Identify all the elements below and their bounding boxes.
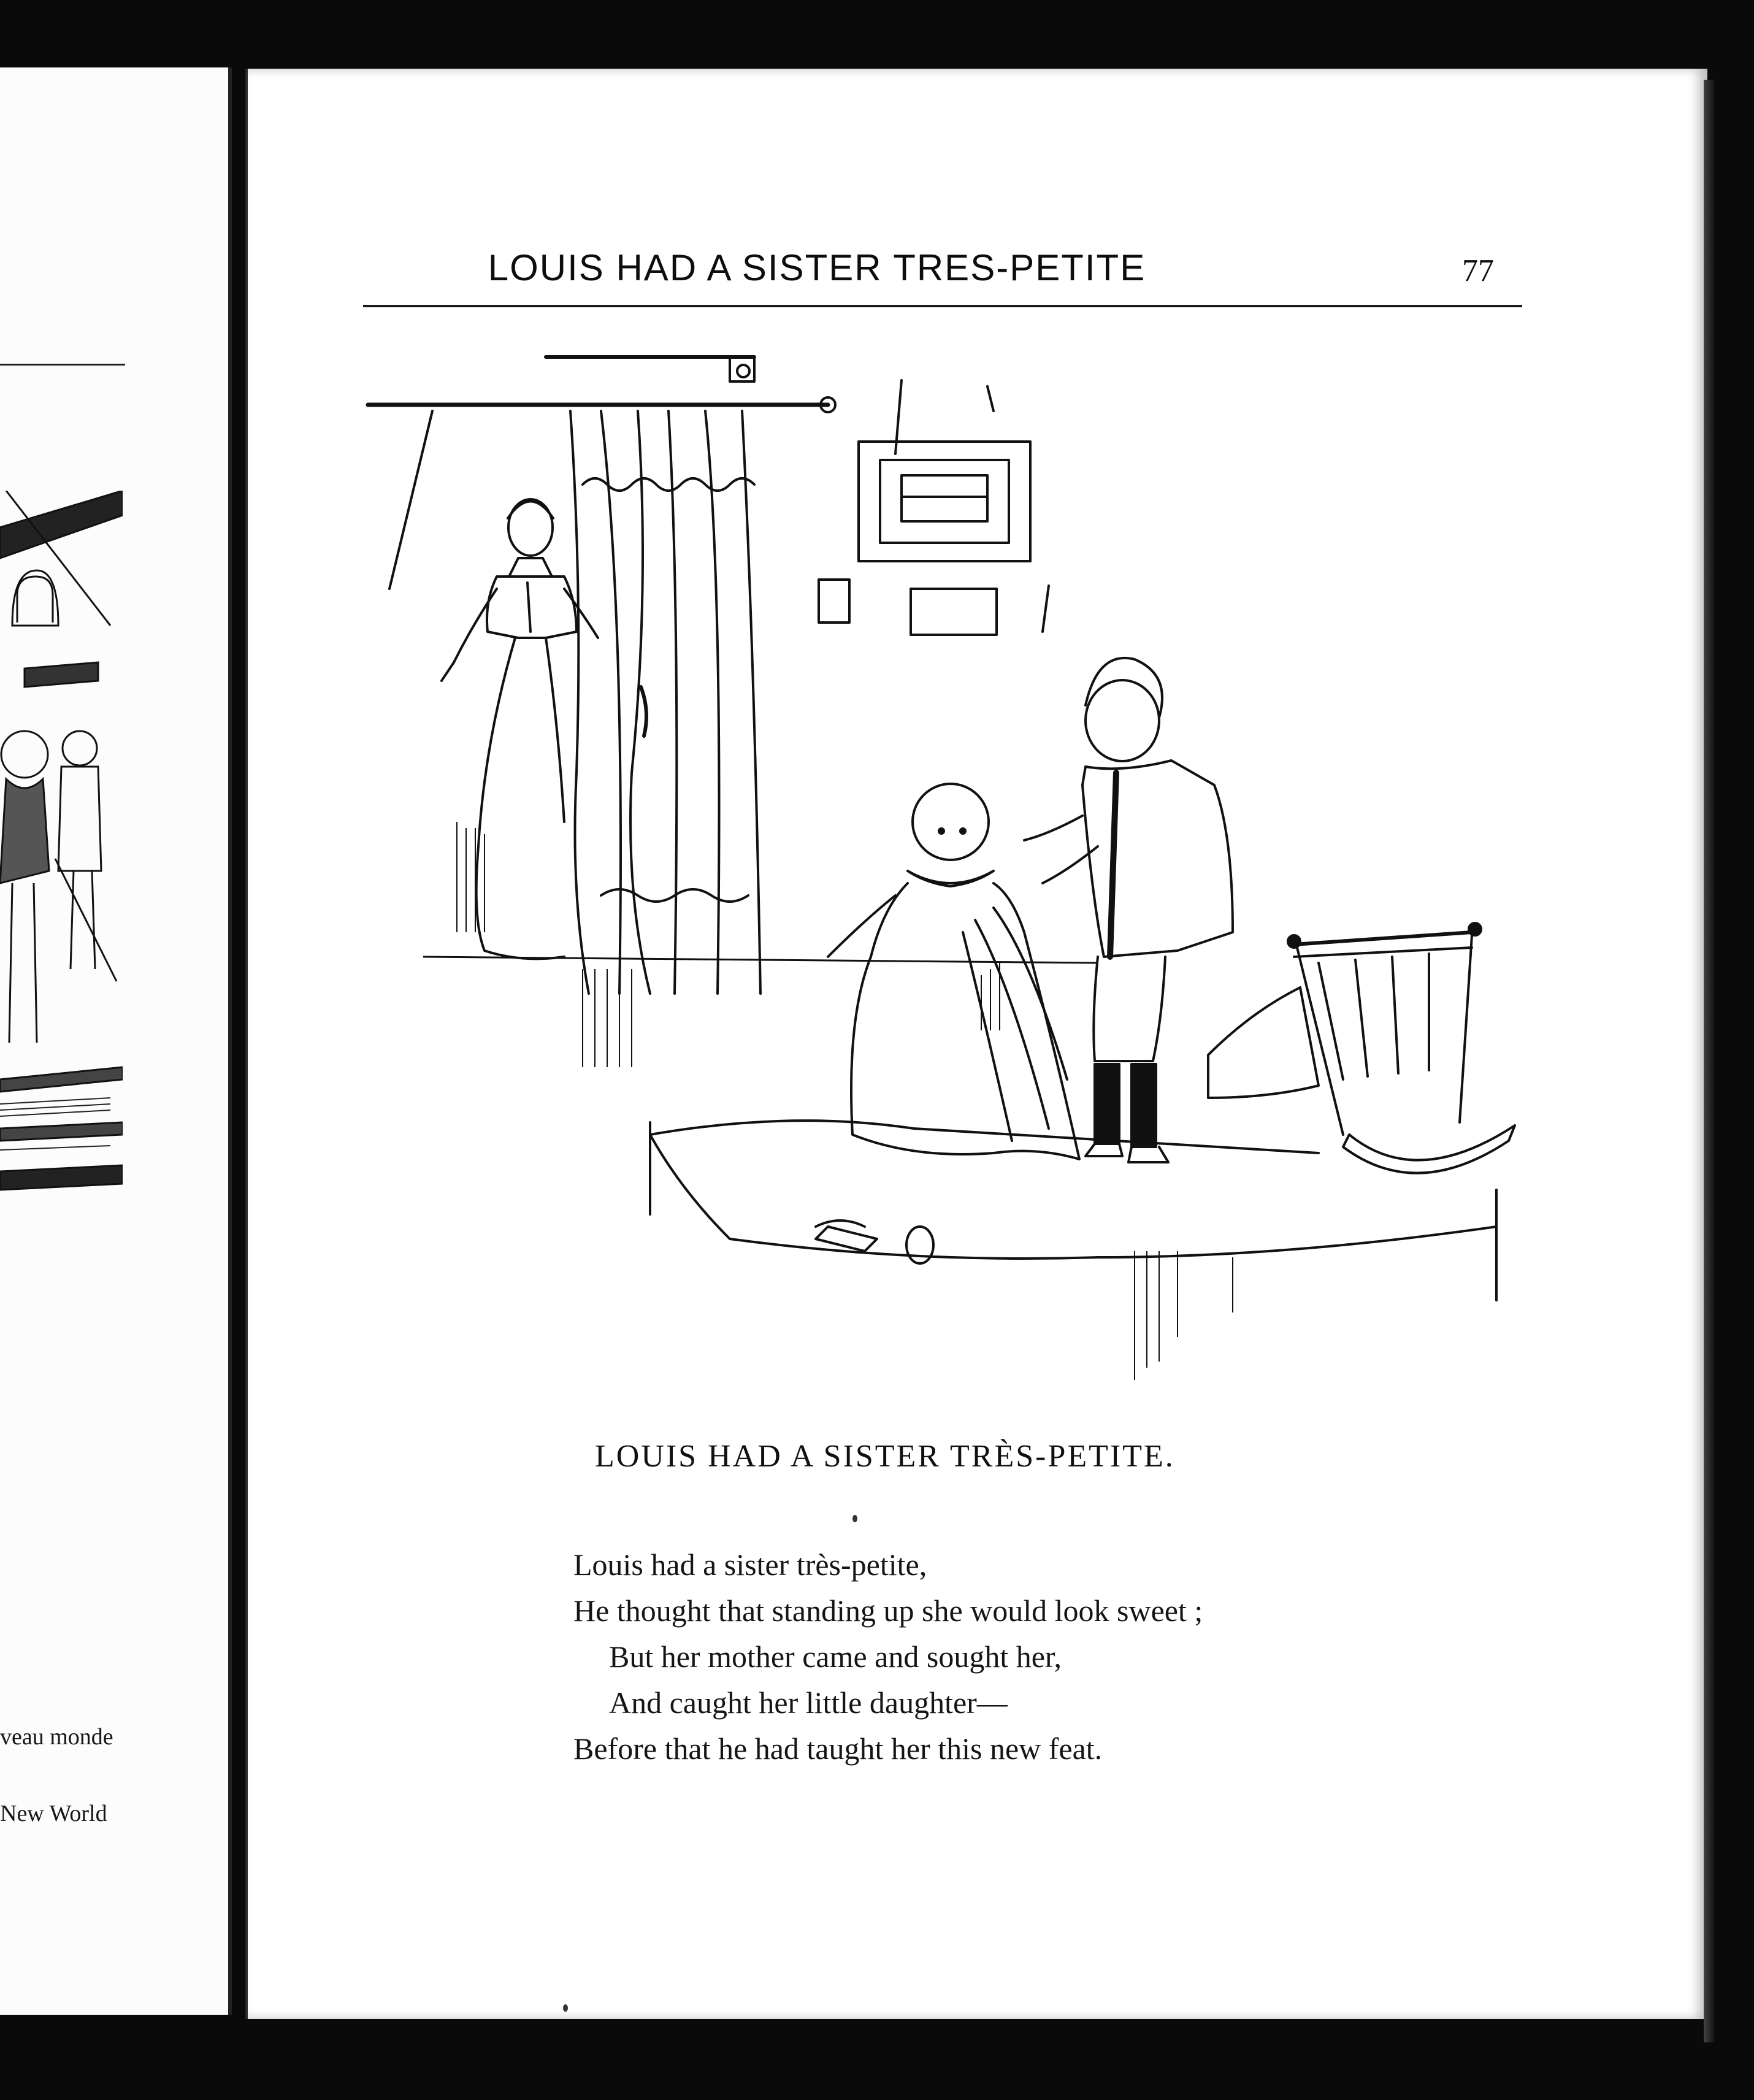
poem-line-5: Before that he had taught her this new feat.	[573, 1731, 1103, 1766]
left-facing-page	[0, 67, 232, 2015]
running-head: LOUIS HAD A SISTER TRES-PETITE	[488, 247, 1146, 288]
curtain-rod	[368, 357, 835, 412]
poem-line-1: Louis had a sister très-petite,	[573, 1547, 927, 1582]
left-page-illustration	[0, 491, 123, 1227]
rocking-cradle	[1208, 923, 1515, 1173]
boy-figure	[1024, 658, 1233, 1162]
ink-speck	[563, 2004, 568, 2012]
illustration-nursery-scene	[362, 343, 1527, 1386]
mother-figure	[442, 499, 598, 959]
left-page-text-line-2: New World	[0, 1801, 107, 1826]
wall-picture-frame	[859, 442, 1030, 561]
header-rule	[363, 305, 1522, 307]
curtain	[570, 411, 760, 994]
page-number: 77	[1462, 253, 1494, 288]
baby-figure	[828, 784, 1079, 1159]
poem-line-3: But her mother came and sought her,	[609, 1639, 1062, 1674]
poem-line-2: He thought that standing up she would look sweet ;	[573, 1593, 1203, 1628]
poem-title: LOUIS HAD A SISTER TRÈS-PETITE.	[595, 1439, 1175, 1474]
poem-line-4: And caught her little daughter—	[609, 1685, 1008, 1720]
ink-speck	[852, 1515, 857, 1522]
page-edge-shadow	[1704, 80, 1715, 2042]
left-page-rule	[0, 364, 125, 366]
left-page-text-line-1: veau monde	[0, 1724, 113, 1750]
